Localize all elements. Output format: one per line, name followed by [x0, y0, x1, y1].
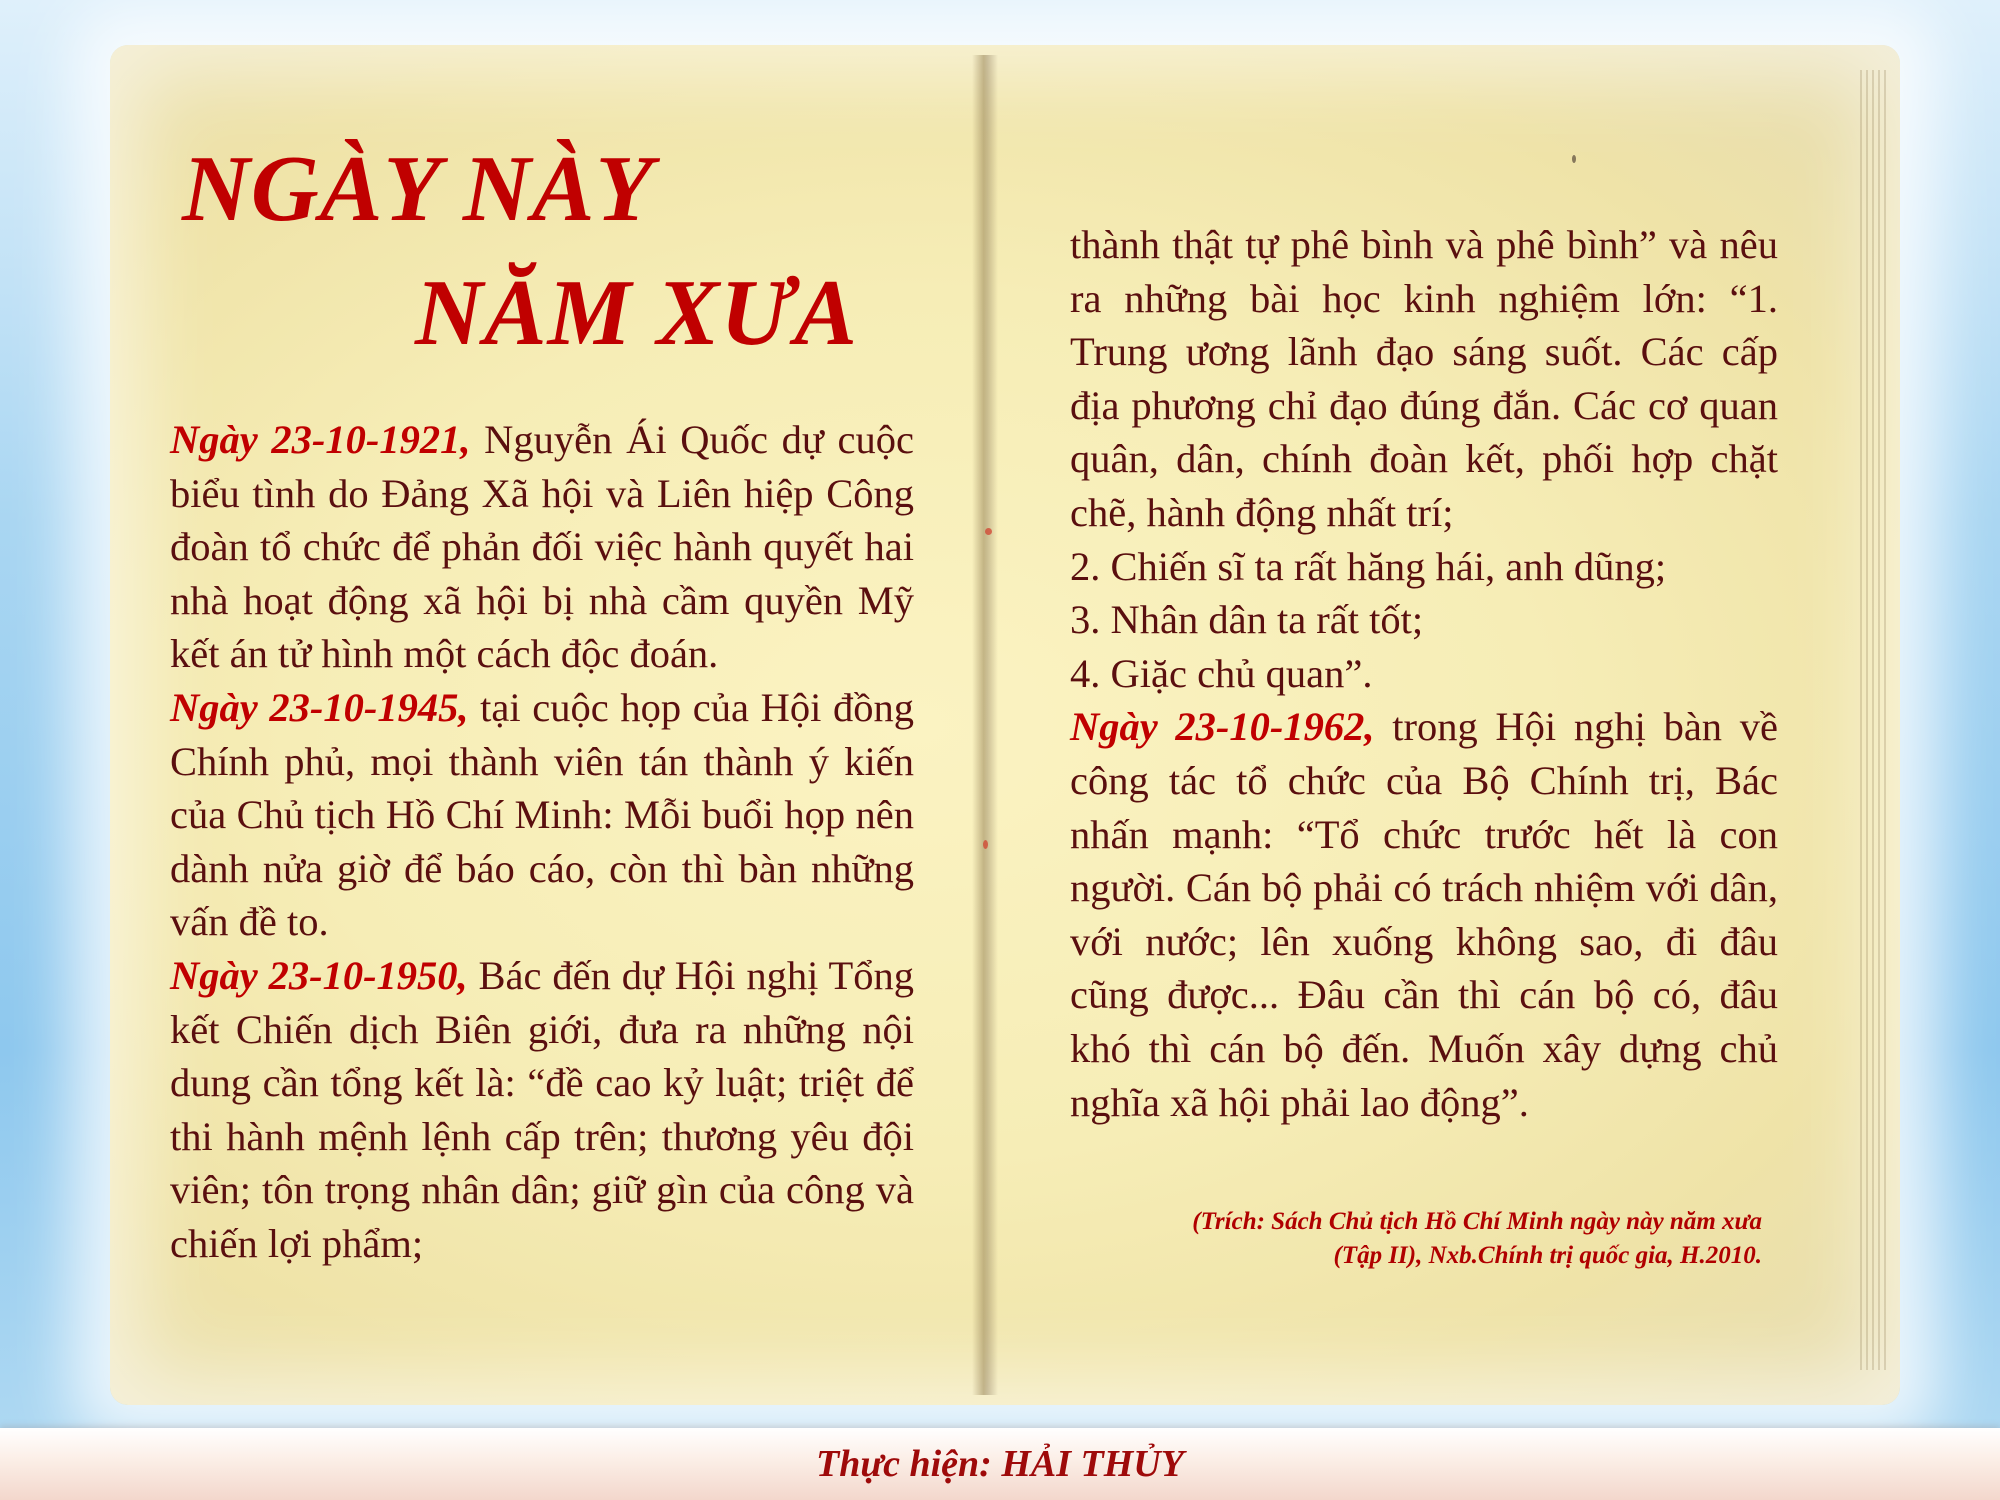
entry-1950	[170, 949, 914, 1271]
entry-1945	[170, 681, 914, 949]
paper-speck	[1572, 155, 1576, 163]
book-spine	[972, 55, 998, 1395]
citation-line-2: (Tập II), Nxb.Chính trị quốc gia, H.2010.	[1333, 1242, 1762, 1269]
source-citation	[1070, 1205, 1762, 1273]
lesson-item: 4. Giặc chủ quan”.	[1070, 650, 1373, 696]
page-title-line-2: NĂM XƯA	[415, 261, 858, 365]
entry-1962	[1070, 700, 1778, 1129]
entry-1921	[170, 413, 914, 681]
entry-date: Ngày 23-10-1921,	[170, 417, 471, 462]
left-column	[170, 413, 914, 1271]
page-title-line-1: NGÀY NÀY	[182, 137, 654, 241]
author-credit: Thực hiện: HẢI THỦY	[816, 1443, 1184, 1485]
entry-text: tại cuộc họp của Hội đồng Chính phủ, mọi thành viên tán thành ý kiến của Chủ tịch Hồ Chí Minh: Mỗi buổi họp nên dành nửa giờ để báo cáo, còn thì bàn những vấn đề to.	[170, 684, 915, 945]
paper-speck	[985, 528, 992, 535]
entry-date: Ngày 23-10-1945,	[170, 684, 469, 730]
right-column	[1070, 218, 1778, 1129]
entry-text: Bác đến dự Hội nghị Tổng kết Chiến dịch Biên giới, đưa ra những nội dung cần tổng kết là: “đề cao kỷ luật; triệt để thi hành mệnh lệnh cấp trên; thương yêu đội viên; tôn trọng nhân dân; giữ gìn của công và chiến lợi phẩm;	[170, 952, 914, 1266]
paper-speck	[983, 840, 988, 849]
entry-1950-continuation: thành thật tự phê bình và phê bình” và nêu ra những bài học kinh nghiệm lớn: “1. Trung ương lãnh đạo sáng suốt. Các cấp địa phương chỉ đạo đúng đắn. Các cơ quan quân, dân, chính đoàn kết, phối hợp chặt chẽ, hành động nhất trí;	[1070, 222, 1778, 535]
entry-text: trong Hội nghị bàn về công tác tổ chức của Bộ Chính trị, Bác nhấn mạnh: “Tổ chức trước hết là con người. Cán bộ phải có trách nhiệm với dân, với nước; lên xuống không sao, đi đâu cũng được... Đâu cần thì cán bộ có, đâu khó thì cán bộ đến. Muốn xây dựng chủ nghĩa xã hội phải lao động”.	[1070, 704, 1778, 1125]
entry-date: Ngày 23-10-1962,	[1070, 704, 1375, 750]
lesson-item: 2. Chiến sĩ ta rất hăng hái, anh dũng;	[1070, 543, 1667, 589]
page-edges	[1860, 70, 1888, 1370]
citation-line-1: (Trích: Sách Chủ tịch Hồ Chí Minh ngày này năm xưa	[1192, 1208, 1762, 1235]
lesson-item: 3. Nhân dân ta rất tốt;	[1070, 597, 1424, 643]
entry-date: Ngày 23-10-1950,	[170, 952, 468, 998]
entry-text: Nguyễn Ái Quốc dự cuộc biểu tình do Đảng Xã hội và Liên hiệp Công đoàn tổ chức để phản đối việc hành quyết hai nhà hoạt động xã hội bị nhà cầm quyền Mỹ kết án tử hình một cách độc đoán.	[170, 417, 914, 677]
